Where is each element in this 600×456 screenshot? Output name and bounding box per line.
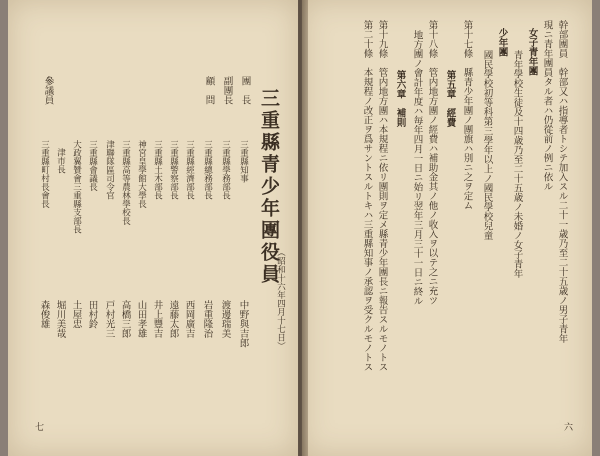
member-name: 井上豐吉 [151,300,163,338]
date-note: （昭和十六年四月十七日） [275,248,286,350]
page-number: 七 [33,422,43,431]
text-column: 第十七條 縣青少年團ノ團旗ハ別ニ之ヲ定ム [461,20,473,210]
member-position: 三重縣會議長 [87,140,98,191]
member-name: 岩重隆治 [201,300,213,338]
member-name: 土屋忠 [70,300,82,329]
role-fukudancho: 副團長 [221,76,233,105]
text-column: 幹部團員 幹部又ハ指導者トシテ加入スル二十一歳乃至二十五歳ノ男子青年 [556,20,568,343]
text-column: 青年學校生徒及十四歳乃至二十五歳ノ未婚ノ女子青年 [511,50,523,278]
text-column: 現ニ青年團員タル者ハ仍從前ノ例ニ依ル [541,20,553,191]
member-position: 三重縣高等農林學校長 [120,140,131,225]
member-position: 津市長 [55,148,66,174]
role-dancho: 團 長 [239,76,251,105]
member-position: 神宮皇學館大學長 [136,140,147,208]
member-name: 渡邊瑞美 [219,300,231,338]
text-column: 國民學校初等科第三學年以上ノ國民學校兒童 [481,50,493,240]
member-name: 堀川美哉 [54,300,66,338]
member-name: 高橋三郎 [119,300,131,338]
member-name: 中野與吉郎 [237,300,249,348]
text-column: 地方團ノ會計年度ハ毎年四月一日ニ始リ翌年三月三十一日ニ終ル [411,30,423,306]
text-column: 第二十條 本規程ノ改正ヲ爲サントスルトキハ三重縣知事ノ承認ヲ受クルモノトス [361,20,373,372]
member-name: 森俊雄 [38,300,50,329]
member-position: 津聯隊區司令官 [104,140,115,200]
right-page [302,0,592,456]
left-page [8,0,298,456]
member-position: 三重縣警察部長 [168,140,179,200]
member-position: 三重縣土木部長 [152,140,163,200]
chapter-heading: 第六章 補則 [394,70,406,127]
page-number: 六 [562,422,572,431]
member-position: 三重縣總務部長 [202,140,213,200]
member-name: 山田孝雄 [135,300,147,338]
member-name: 田村鈴 [86,300,98,329]
role-sangiin: 參議員 [42,76,54,105]
chapter-heading: 第五章 經費 [444,70,456,127]
text-column: 第十九條 管内地方團ハ本規程ニ依リ團則ヲ定メ縣青少年團長ニ報告スルモノトス [376,20,388,372]
member-name: 遠藤太郎 [167,300,179,338]
member-name: 戸村光三 [103,300,115,338]
member-position: 三重縣經濟部長 [184,140,195,200]
member-position: 三重縣學務部長 [220,140,231,200]
member-position: 三重縣町村長會長 [39,140,50,208]
member-position: 三重縣知事 [238,140,249,183]
text-column: 少年團 [496,28,508,57]
page-title: 三重縣青少年團役員 [258,88,280,286]
text-column: 女子青年團 [526,28,538,76]
role-komon: 顧 問 [203,76,215,105]
text-column: 第十八條 管内地方團ノ經費ハ補助金其ノ他ノ收入ヲ以テ之ニ充ツ [426,20,438,305]
member-name: 西岡廣吉 [183,300,195,338]
member-position: 大政翼贊會三重縣支部長 [71,140,82,234]
